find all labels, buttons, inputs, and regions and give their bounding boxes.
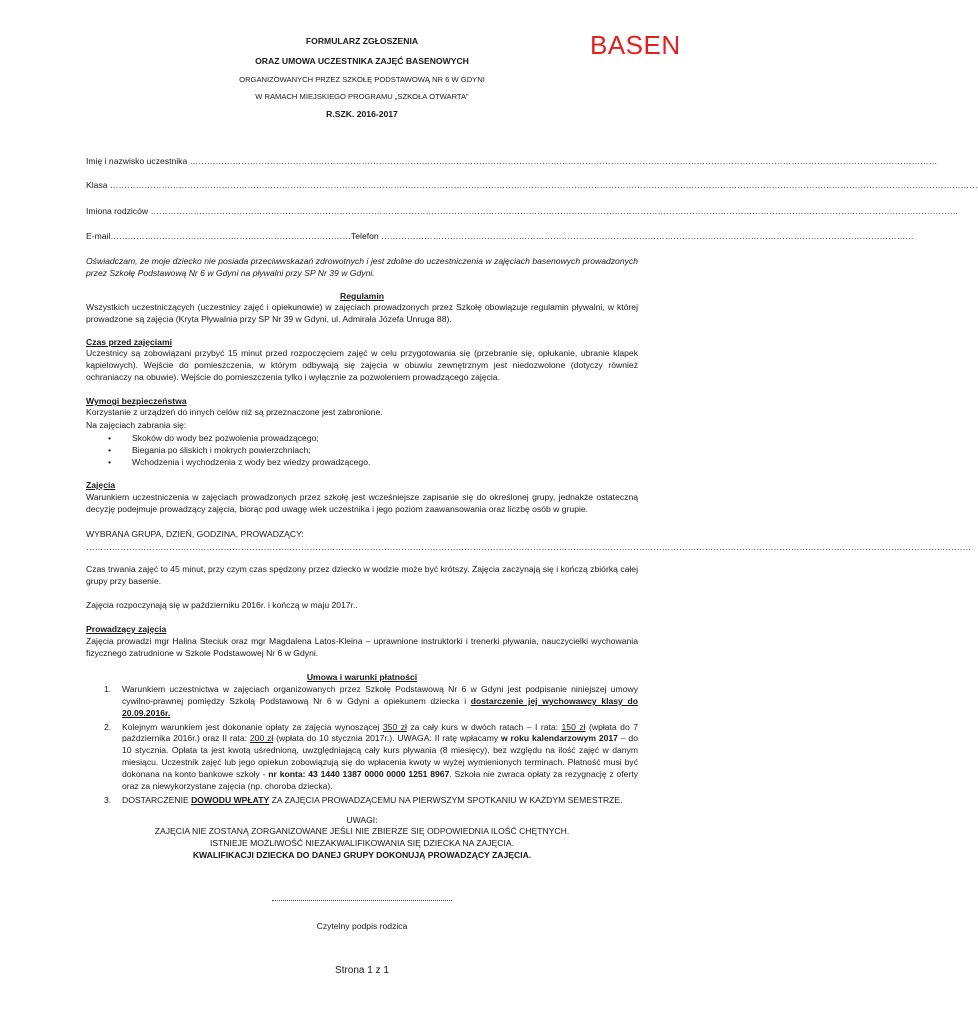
umowa-item-2-text-d: (wpłata do 10 stycznia 2017r.). UWAGA: II ratę wpłacamy [273,733,502,744]
group-label: WYBRANA GRUPA, DZIEŃ, GODZINA, PROWADZĄCY: [86,529,304,539]
wymogi-line-2: Na zajęciach zabrania się: [86,420,187,430]
umowa-item-2-text-a: Kolejnym warunkiem jest dokonanie opłaty za zajęcia wynoszącej [122,721,383,732]
umowa-item-3-text-a: DOSTARCZENIE [122,794,192,805]
parents-names-field[interactable]: Imiona rodziców ………………………………………………………………………………………………………………………………………………………………………………………………………………………………………………………… [86,206,959,216]
basen-label: BASEN [590,30,681,60]
class-field[interactable]: Klasa …………………………………………………………………………………………………………………………………………………………………………………………………………………………………………………………………………… [86,180,978,190]
umowa-item-3 [100,795,638,807]
bank-account: nr konta: 43 1440 1387 0000 0000 1251 8967 [268,769,450,780]
fee-installment-2: 200 zł [249,733,274,744]
signature-line[interactable] [272,900,452,901]
list-item: • Skoków do wody bez pozwolenia prowadzącego; [86,433,638,445]
list-item: • Wchodzenia i wychodzenia z wody bez wiedzy prowadzącego. [86,457,638,469]
participant-name-field[interactable]: Imię i nazwisko uczestnika ……………………………………………………………………………………………………………………………………………………………………………………………………………………………………… [86,156,938,166]
uwagi-line-1: ZAJĘCIA NIE ZOSTANĄ ZORGANIZOWANE JEŚLI NIE ZBIERZE SIĘ ODPOWIEDNIA ILOŚĆ CHĘTNYCH. [154,826,570,836]
umowa-list [100,684,638,807]
health-declaration: Oświadczam, że moje dziecko nie posiada przeciwwskazań zdrowotnych i jest zdolne do uczestniczenia w zajęciach basenowych prowadzonych przez Szkołę Podstawową Nr 6 w Gdyni na pływalni przy SP Nr 39 w Gdyni. [86,256,638,278]
signature-caption: Czytelny podpis rodzica [316,921,408,931]
umowa-item-1-deadline: dostarczenie jej wychowawcy klasy do 20.09.2016r. [122,695,638,718]
uwagi-line-3: KWALIFIKACJI DZIECKA DO DANEJ GRUPY DOKONUJĄ PROWADZĄCY ZAJĘCIA. [192,850,532,860]
fee-installment-1: 150 zł [561,721,586,732]
item-number: 3. [104,794,112,805]
wymogi-line-1: Korzystanie z urządzeń do innych celów niż są przeznaczone jest zabronione. [86,407,383,417]
prowadzacy-text: Zajęcia prowadzi mgr Halina Steciuk oraz mgr Magdalena Latos-Kleina – uprawnione instruktorki i trenerki pływania, nauczycielki wychowania fizycznego zatrudnione w Szkole Podstawowej Nr 6 w Gdyni. [86,636,638,658]
form-subtitle-1: ORGANIZOWANYCH PRZEZ SZKOŁĘ PODSTAWOWĄ NR 6 W GDYNI [239,75,485,84]
school-year: R.SZK. 2016-2017 [326,109,398,119]
wymogi-heading: Wymogi bezpieczeństwa [86,396,187,406]
umowa-item-2-text-b: za cały kurs w dwóch ratach – I rata: [406,721,562,732]
regulamin-heading: Regulamin [340,291,384,301]
umowa-item-2-text-e: – do 10 stycznia. Opłata ta jest kwotą uśrednioną, uwzględniającą cały kurs pływania (8 miesięcy), bez względu na ilość zajęć w danym miesiącu. Uczestnik zajęć lub jego opiekun zobowiązują się do wpłacenia kwoty w wyżej wymienionych terminach. Płatność musi być dokonana na konto bankowe szkoły - [122,733,638,780]
umowa-item-3-text-c: ZA ZAJĘCIA PROWADZĄCEMU NA PIERWSZYM SPOTKANIU W KAŻDYM SEMESTRZE. [269,794,623,805]
uwagi-line-2: ISTNIEJE MOŻLIWOŚĆ NIEZAKWALIFIKOWANIA SIĘ DZIECKA NA ZAJĘCIA. [209,838,514,848]
dates-text: Zajęcia rozpoczynają się w październiku 2016r. i kończą w maju 2017r.. [86,600,358,610]
form-subtitle-2: W RAMACH MIEJSKIEGO PROGRAMU „SZKOŁA OTWARTA" [255,92,469,101]
payment-proof: DOWODU WPŁATY [191,794,270,805]
czas-text: Uczestnicy są zobowiązani przybyć 15 minut przed rozpoczęciem zajęć w celu przygotowania się (przebranie się, opłukanie, ubranie klapek kąpielowych). Wejście do pomieszczenia, w którym odbywają się zajęcia w obuwiu zewnętrznym jest niedozwolone (dotyczy również ochraniaczy na obuwie). Wejście do pomieszczenia tylko i wyłącznie za pozwoleniem prowadzącego zajęcia. [86,348,638,382]
page-number: Strona 1 z 1 [335,965,389,976]
regulamin-text: Wszystkich uczestniczących (uczestnicy zajęć i opiekunowie) w zajęciach prowadzonych przez Szkołę obowiązuje regulamin pływalni, w której prowadzone są zajęcia (Kryta Pływalnia przy SP Nr 39 w Gdyni, ul. Admirała Józefa Unruga 88). [86,302,638,324]
umowa-item-2-year: w roku kalendarzowym 2017 [501,733,618,744]
uwagi-heading: UWAGI: [346,815,378,825]
umowa-item-1 [100,684,638,720]
zajecia-heading: Zajęcia [86,480,116,490]
umowa-heading: Umowa i warunki płatności [306,672,418,682]
umowa-item-1-text: Warunkiem uczestnictwa w zajęciach organizowanych przez Szkołę Podstawową Nr 6 w Gdyni jest podpisanie niniejszej umowy cywilno-prawnej pomiędzy Szkołą Podstawową Nr 6 w Gdyni a opiekunem dziecka i [122,684,638,706]
form-title-2: ORAZ UMOWA UCZESTNIKA ZAJĘĆ BASENOWYCH [255,56,469,66]
form-title: FORMULARZ ZGŁOSZENIA [305,36,419,46]
umowa-item-2-text-f: . Szkoła nie zwraca opłaty za rezygnację z oferty oraz za niewykorzystane zajęcia (np. choroba dziecka). [122,769,638,791]
wymogi-list [86,433,638,469]
umowa-item-2-text-c: (wpłata do 7 października 2016r.) oraz II rata: [122,721,638,744]
umowa-item-2 [100,722,638,793]
prowadzacy-heading: Prowadzący zajęcia [86,624,167,634]
item-number: 1. [104,684,112,694]
item-number: 2. [104,721,112,732]
fee-total: 350 zł [382,721,407,732]
list-item: • Biegania po śliskich i mokrych powierzchniach; [86,445,638,457]
email-phone-field[interactable]: E-mail…………………………………………………………………………Telefon …………………………………………………………………………………………………………………………………………………………………… [86,231,914,241]
group-field[interactable]: ………………………………………………………………………………………………………………………………………………………………………………………………………………………………………………………………………………… [86,542,972,552]
duration-text: Czas trwania zajęć to 45 minut, przy czym czas spędzony przez dziecko w wodzie może być krótszy. Zajęcia zaczynają się i kończą zbiórką całej grupy przy basenie. [86,564,638,586]
zajecia-text: Warunkiem uczestniczenia w zajęciach prowadzonych przez szkołę jest wcześniejsze zapisanie się do określonej grupy, jednakże ostateczną decyzję podejmuje prowadzący zajęcia, biorąc pod uwagę wiek uczestnika i jego poziom zaawansowania oraz liczbę osób w grupie. [86,492,638,514]
czas-heading: Czas przed zajęciami [86,337,172,347]
